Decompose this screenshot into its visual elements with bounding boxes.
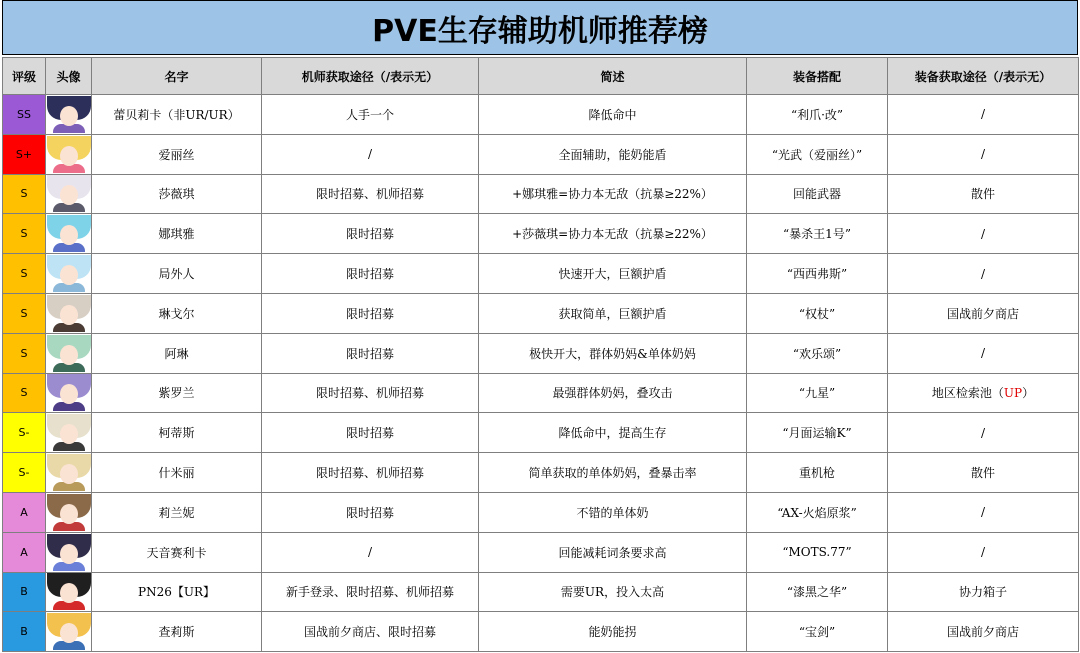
avatar-cell	[46, 532, 92, 572]
rank-badge: S	[3, 373, 46, 413]
equipment: “欢乐颂”	[747, 333, 888, 373]
equipment: “光武（爱丽丝）”	[747, 134, 888, 174]
pilot-name: 局外人	[92, 254, 262, 294]
pilot-source: 限时招募	[262, 214, 479, 254]
pilot-name: PN26【UR】	[92, 572, 262, 612]
table-row	[3, 413, 1079, 453]
pilot-source: 限时招募	[262, 293, 479, 333]
equip-source	[888, 174, 1079, 214]
equip-source-text: /	[980, 107, 986, 122]
summary: 极快开大，群体奶妈&单体奶妈	[479, 333, 747, 373]
header-equip-source: 装备获取途径（/表示无）	[888, 58, 1079, 95]
equipment: “月面运输K”	[747, 413, 888, 453]
avatar-cell	[46, 174, 92, 214]
summary: +娜琪雅=协力本无敌（抗暴≥22%）	[479, 174, 747, 214]
pilot-source: 人手一个	[262, 95, 479, 135]
avatar-icon	[47, 215, 91, 252]
pilot-name: 阿琳	[92, 333, 262, 373]
avatar-icon	[47, 573, 91, 610]
table-row	[3, 134, 1079, 174]
avatar-icon	[47, 374, 91, 411]
table-row	[3, 214, 1079, 254]
pilot-name: 爱丽丝	[92, 134, 262, 174]
avatar-icon	[47, 255, 91, 292]
rank-badge: B	[3, 572, 46, 612]
equip-source-text-tail: ）	[1022, 386, 1035, 401]
avatar-cell	[46, 373, 92, 413]
pilot-source: 限时招募、机师招募	[262, 453, 479, 493]
summary: 降低命中	[479, 95, 747, 135]
pilot-source: 限时招募、机师招募	[262, 373, 479, 413]
table-row	[3, 612, 1079, 652]
equip-source	[888, 373, 1079, 413]
avatar-cell	[46, 492, 92, 532]
pilot-source: 国战前夕商店、限时招募	[262, 612, 479, 652]
rank-badge: B	[3, 612, 46, 652]
equip-source	[888, 532, 1079, 572]
summary: 回能减耗词条要求高	[479, 532, 747, 572]
summary: 最强群体奶妈，叠攻击	[479, 373, 747, 413]
table-row	[3, 254, 1079, 294]
summary: 获取简单，巨额护盾	[479, 293, 747, 333]
table-row	[3, 572, 1079, 612]
table-row	[3, 95, 1079, 135]
avatar-icon	[47, 175, 91, 212]
pilot-name: 紫罗兰	[92, 373, 262, 413]
pilot-name: 娜琪雅	[92, 214, 262, 254]
pilot-source: /	[262, 134, 479, 174]
table-body	[3, 95, 1079, 652]
avatar-cell	[46, 333, 92, 373]
summary: 全面辅助，能奶能盾	[479, 134, 747, 174]
avatar-icon	[47, 136, 91, 173]
pilot-name: 什米丽	[92, 453, 262, 493]
pilot-source: 限时招募、机师招募	[262, 174, 479, 214]
equip-source	[888, 572, 1079, 612]
header-rank: 评级	[3, 58, 46, 95]
summary: 简单获取的单体奶妈，叠暴击率	[479, 453, 747, 493]
equip-source	[888, 612, 1079, 652]
equipment: “权杖”	[747, 293, 888, 333]
equip-source-text: /	[980, 425, 986, 440]
table-row	[3, 174, 1079, 214]
avatar-icon	[47, 534, 91, 571]
equipment: “九星”	[747, 373, 888, 413]
equip-source	[888, 95, 1079, 135]
page-title: PVE生存辅助机师推荐榜	[2, 0, 1078, 55]
avatar-icon	[47, 613, 91, 650]
equip-source-text: /	[980, 266, 986, 281]
header-avatar: 头像	[46, 58, 92, 95]
equipment: “漆黑之华”	[747, 572, 888, 612]
rank-badge: S	[3, 174, 46, 214]
header-name: 名字	[92, 58, 262, 95]
avatar-cell	[46, 214, 92, 254]
equipment: “MOTS.77”	[747, 532, 888, 572]
pilot-name: 天音赛利卡	[92, 532, 262, 572]
rank-badge: SS	[3, 95, 46, 135]
equipment: “西西弗斯”	[747, 254, 888, 294]
avatar-cell	[46, 254, 92, 294]
rank-badge: S	[3, 333, 46, 373]
equipment: 重机枪	[747, 453, 888, 493]
avatar-icon	[47, 454, 91, 491]
pilot-name: 蕾贝莉卡（非UR/UR）	[92, 95, 262, 135]
rank-badge: A	[3, 532, 46, 572]
table-row	[3, 293, 1079, 333]
summary: 快速开大，巨额护盾	[479, 254, 747, 294]
rank-badge: S-	[3, 453, 46, 493]
equip-source	[888, 293, 1079, 333]
avatar-icon	[47, 295, 91, 332]
equip-source-text: /	[980, 545, 986, 560]
equip-source-text: 国战前夕商店	[946, 306, 1019, 321]
equip-source-text: 散件	[970, 187, 995, 202]
avatar-icon	[47, 414, 91, 451]
avatar-icon	[47, 335, 91, 372]
equipment: “利爪·改”	[747, 95, 888, 135]
avatar-icon	[47, 494, 91, 531]
pilot-name: 查莉斯	[92, 612, 262, 652]
header-equipment: 装备搭配	[747, 58, 888, 95]
summary: 需要UR，投入太高	[479, 572, 747, 612]
table-row	[3, 492, 1079, 532]
table-row	[3, 373, 1079, 413]
rank-badge: S	[3, 293, 46, 333]
pilot-name: 柯蒂斯	[92, 413, 262, 453]
rank-badge: S-	[3, 413, 46, 453]
equipment: “暴杀王1号”	[747, 214, 888, 254]
pilot-source: /	[262, 532, 479, 572]
equip-source	[888, 214, 1079, 254]
equip-source-text: /	[980, 147, 986, 162]
summary: 降低命中，提高生存	[479, 413, 747, 453]
equip-source	[888, 413, 1079, 453]
equip-source	[888, 333, 1079, 373]
avatar-cell	[46, 572, 92, 612]
pilot-source: 限时招募	[262, 333, 479, 373]
equip-source-text: /	[980, 226, 986, 241]
avatar-cell	[46, 612, 92, 652]
summary: +莎薇琪=协力本无敌（抗暴≥22%）	[479, 214, 747, 254]
pilot-source: 限时招募	[262, 413, 479, 453]
pilot-source: 限时招募	[262, 492, 479, 532]
equipment: “宝剑”	[747, 612, 888, 652]
equip-source-text: /	[980, 505, 986, 520]
equip-source-up-tag: UP	[1003, 386, 1023, 401]
pilot-source: 限时招募	[262, 254, 479, 294]
rank-badge: A	[3, 492, 46, 532]
pilot-name: 莎薇琪	[92, 174, 262, 214]
summary: 不错的单体奶	[479, 492, 747, 532]
tier-table	[2, 57, 1079, 652]
rank-badge: S+	[3, 134, 46, 174]
pilot-name: 莉兰妮	[92, 492, 262, 532]
equip-source-text: 国战前夕商店	[946, 625, 1019, 640]
equip-source-text: /	[980, 346, 986, 361]
avatar-cell	[46, 293, 92, 333]
avatar-cell	[46, 95, 92, 135]
equip-source	[888, 453, 1079, 493]
equipment: “AX-火焰原浆”	[747, 492, 888, 532]
rank-badge: S	[3, 214, 46, 254]
summary: 能奶能拐	[479, 612, 747, 652]
equip-source-text: 散件	[970, 466, 995, 481]
equip-source	[888, 492, 1079, 532]
table-header-row	[3, 58, 1079, 95]
avatar-cell	[46, 134, 92, 174]
equipment: 回能武器	[747, 174, 888, 214]
table-row	[3, 453, 1079, 493]
rank-badge: S	[3, 254, 46, 294]
equip-source	[888, 134, 1079, 174]
tier-list-sheet	[2, 0, 1078, 652]
header-summary: 简述	[479, 58, 747, 95]
table-row	[3, 532, 1079, 572]
avatar-icon	[47, 96, 91, 133]
pilot-name: 琳戈尔	[92, 293, 262, 333]
equip-source-text: 地区检索池（	[931, 386, 1004, 401]
avatar-cell	[46, 413, 92, 453]
pilot-source: 新手登录、限时招募、机师招募	[262, 572, 479, 612]
header-pilot-source: 机师获取途径（/表示无）	[262, 58, 479, 95]
equip-source	[888, 254, 1079, 294]
avatar-cell	[46, 453, 92, 493]
equip-source-text: 协力箱子	[958, 585, 1007, 600]
table-row	[3, 333, 1079, 373]
